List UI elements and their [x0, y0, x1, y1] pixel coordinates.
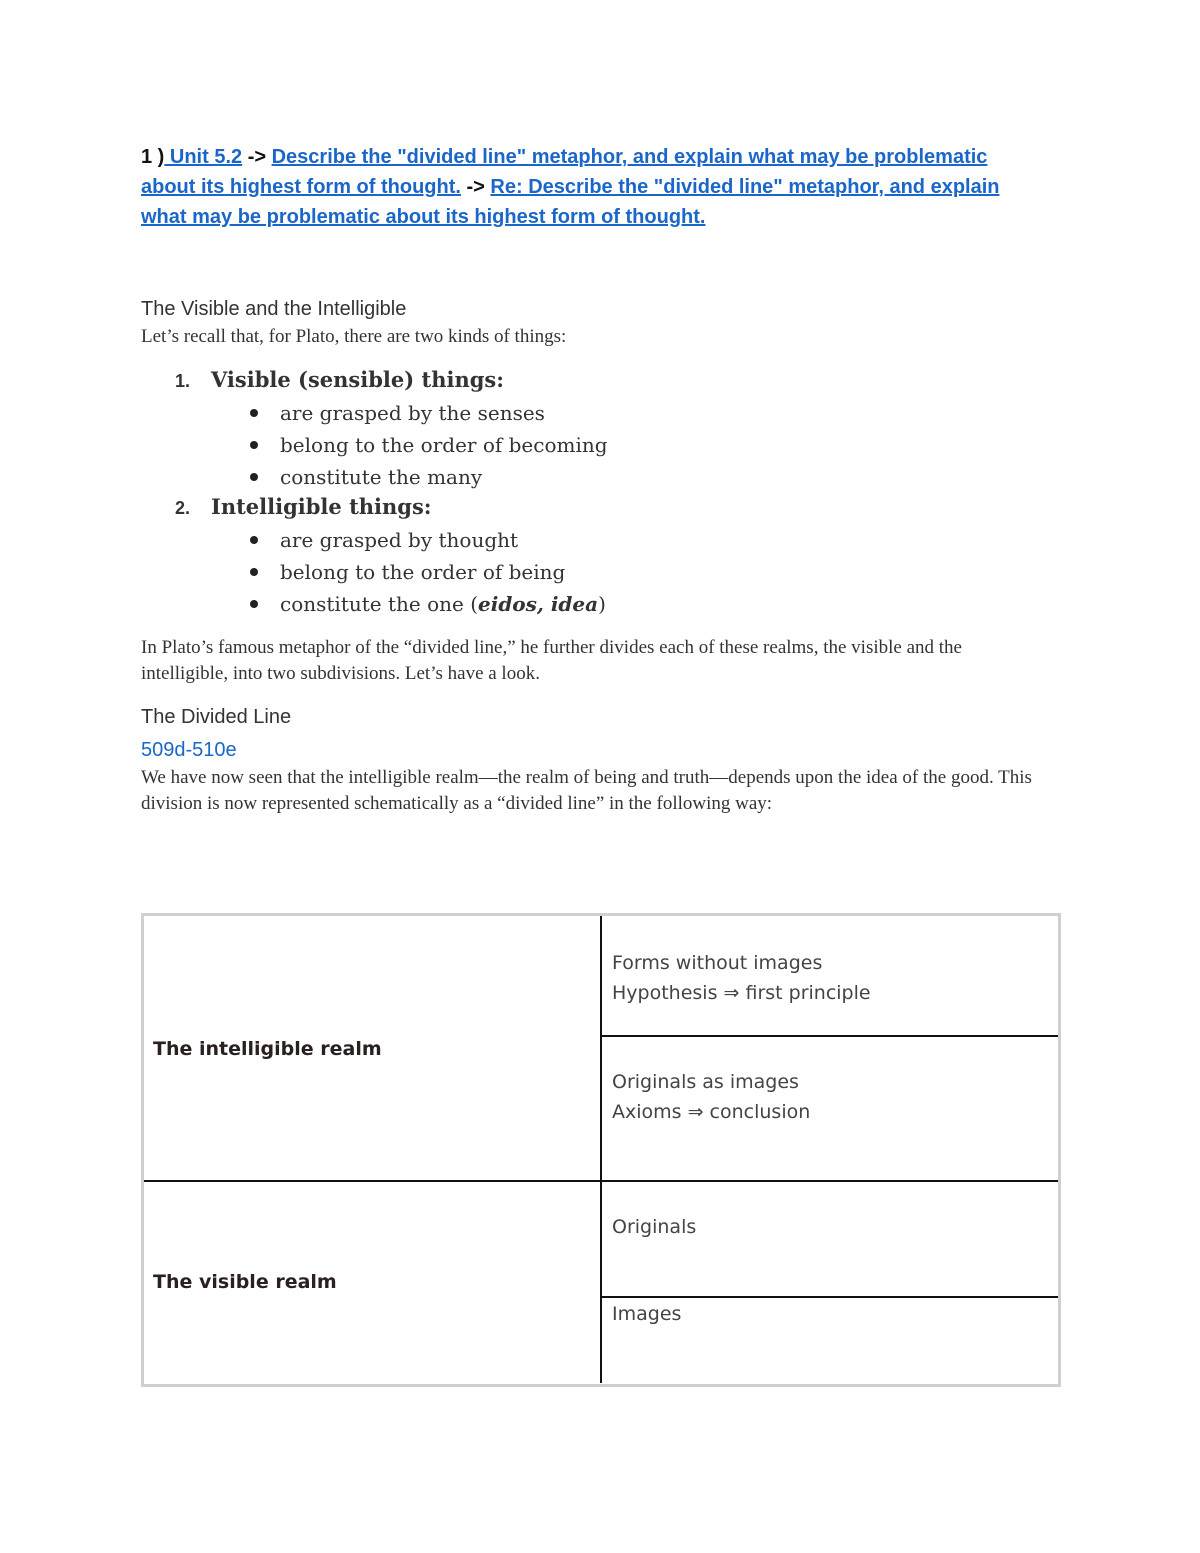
intelligible-realm-label: The intelligible realm [153, 1038, 382, 1060]
arrow-separator: -> [242, 146, 272, 168]
unit-link[interactable]: Unit 5.2 [164, 146, 243, 168]
arrow-separator: -> [460, 176, 491, 198]
reference-link[interactable]: 509d-510e [141, 739, 237, 761]
table-cell-originals: Originals [612, 1216, 697, 1238]
topic-link[interactable]: Describe the "divided line" metaphor, and explain what may be problematic about its highest form of thought. [141, 146, 988, 198]
table-divider [601, 1035, 1058, 1037]
closing-paragraph: In Plato’s famous metaphor of the “divided line,” he further divides each of these realms, the visible and the intelligible, into two subdivisions. Let’s have a look. [141, 637, 962, 684]
bullet-icon [250, 473, 258, 481]
category-visible [175, 365, 504, 396]
table-cell-forms: Forms without images Hypothesis ⇒ first principle [612, 952, 871, 1004]
table-divider [144, 1180, 1058, 1182]
list-item: constitute the many [250, 462, 482, 492]
list-item: are grasped by the senses [250, 398, 545, 428]
category-label: Intelligible things: [211, 494, 432, 519]
list-item: belong to the order of becoming [250, 430, 608, 460]
table-divider [600, 916, 602, 1383]
list-number: 1. [175, 371, 191, 391]
intro-paragraph: Let’s recall that, for Plato, there are two kinds of things: [141, 326, 567, 347]
category-intelligible [175, 492, 432, 523]
list-item: belong to the order of being [250, 557, 565, 587]
bullet-icon [250, 600, 258, 608]
list-item: are grasped by thought [250, 525, 518, 555]
reply-link[interactable]: Re: Describe the "divided line" metaphor, and explain what may be problematic about its highest form of thought. [141, 176, 1000, 228]
table-cell-originals-as-images: Originals as images Axioms ⇒ conclusion [612, 1071, 811, 1123]
bullet-icon [250, 441, 258, 449]
bullet-icon [250, 568, 258, 576]
divided-line-paragraph: We have now seen that the intelligible realm—the realm of being and truth—depends upon the idea of the good. This division is now represented schematically as a “divided line” in the following way: [141, 767, 1032, 814]
table-cell-images: Images [612, 1303, 682, 1325]
table-divider [601, 1296, 1058, 1298]
visible-realm-label: The visible realm [153, 1271, 337, 1293]
section-title: The Divided Line [141, 706, 292, 728]
list-item: constitute the one (eidos, idea) [250, 589, 606, 619]
section-title: The Visible and the Intelligible [141, 298, 407, 320]
category-label: Visible (sensible) things: [211, 367, 504, 392]
question-heading [141, 142, 1041, 232]
bullet-icon [250, 409, 258, 417]
bullet-icon [250, 536, 258, 544]
question-number: 1 ) [141, 146, 165, 168]
greek-terms: eidos, idea [478, 592, 599, 616]
list-number: 2. [175, 498, 191, 518]
